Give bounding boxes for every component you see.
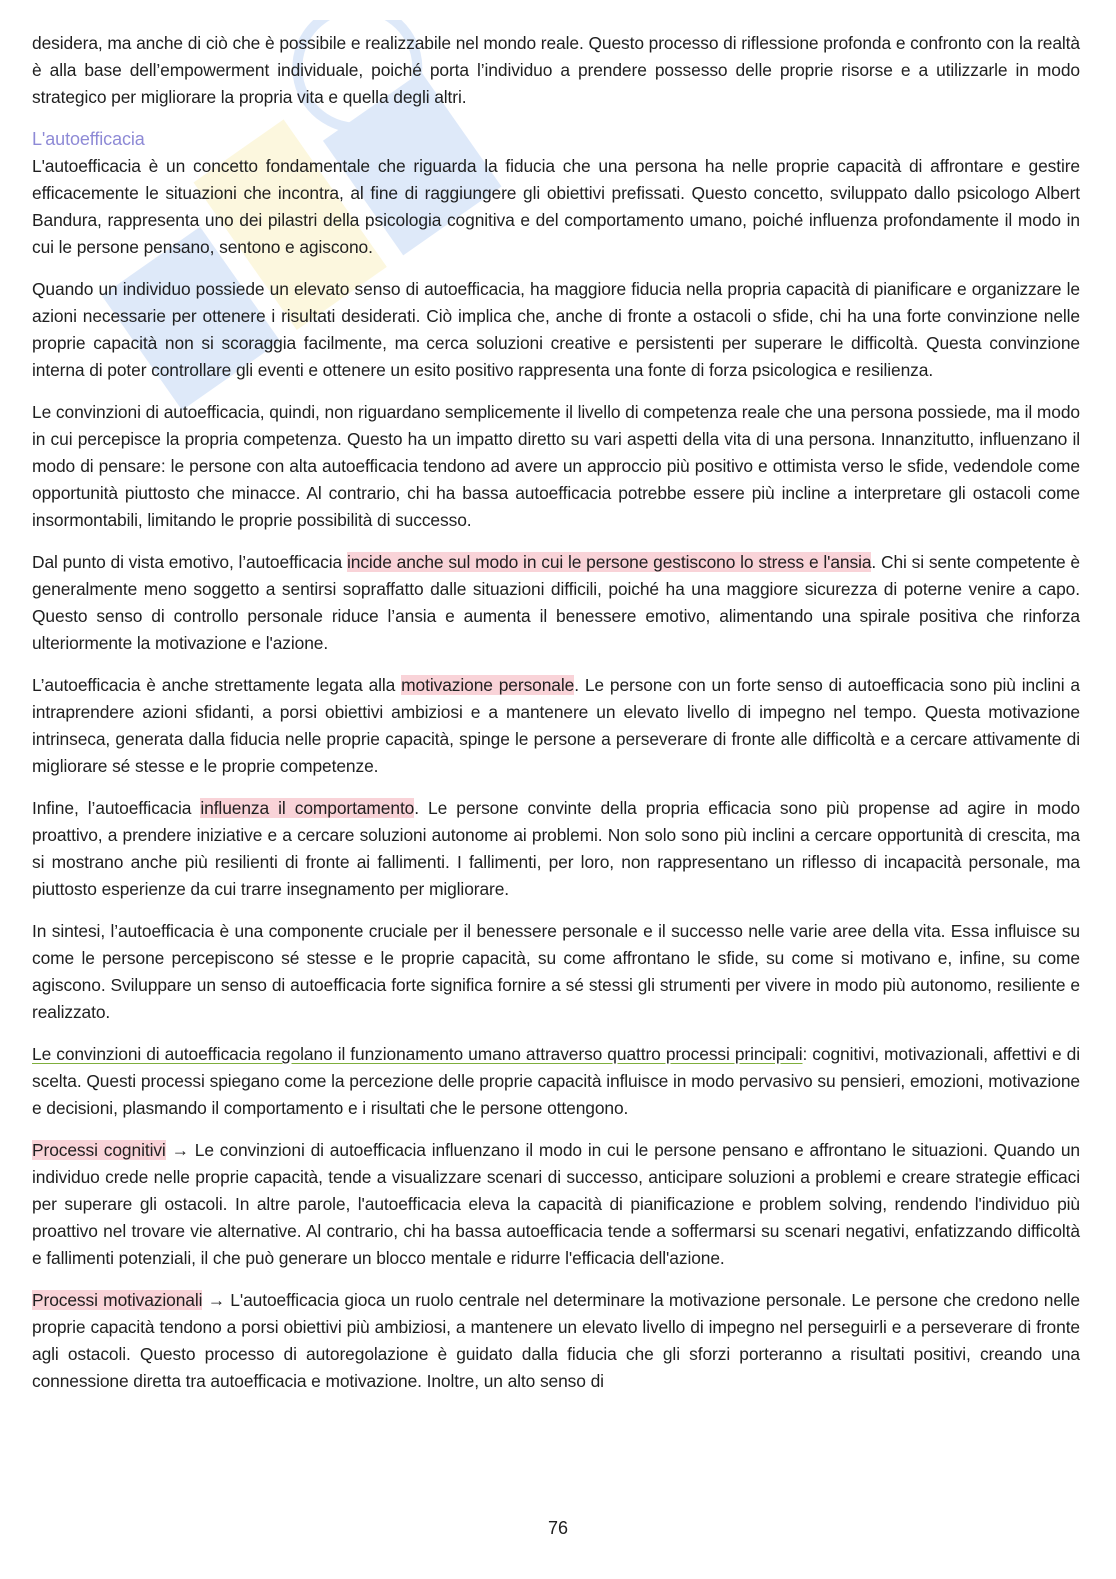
paragraph (32, 1287, 1080, 1395)
highlighted-text: incide anche sul modo in cui le persone gestiscono lo stress e l'ansia (346, 552, 872, 572)
paragraph (32, 549, 1080, 657)
text-run: . Le persone convinte della propria efficacia sono più propense ad agire in modo proattivo, a prendere iniziative e a cercare soluzioni autonome ai problemi. Non solo sono più inclini a cercare opportunità di crescita, ma si mostrano anche più resilienti di fronte ai fallimenti. I fallimenti, per loro, non rappresentano un riflesso di incapacità personale, ma piuttosto esperienze da cui trarre insegnamento per migliorare. (32, 798, 1080, 899)
text-run: L’autoefficacia è anche strettamente legata alla (32, 675, 402, 695)
paragraph: L'autoefficacia è un concetto fondamentale che riguarda la fiducia che una persona ha nelle proprie capacità di affrontare e gestire efficacemente le situazioni che incontra, al fine di raggiungere gli obiettivi prefissati. Questo concetto, sviluppato dallo psicologo Albert Bandura, rappresenta uno dei pilastri della psicologia cognitiva e del comportamento umano, poiché influenza profondamente il modo in cui le persone pensano, sentono e agiscono. (32, 156, 1080, 257)
paragraph: Quando un individuo possiede un elevato senso di autoefficacia, ha maggiore fiducia nella propria capacità di pianificare e organizzare le azioni necessarie per ottenere i risultati desiderati. Ciò implica che, anche di fronte a ostacoli o sfide, chi ha una forte convinzione nelle proprie capacità non si scoraggia facilmente, ma cerca soluzioni creative e persistenti per superare le difficoltà. Questa convinzione interna di poter controllare gli eventi e ottenere un esito positivo rappresenta una fonte di forza psicologica e resilienza. (32, 279, 1080, 380)
text-run: → Le convinzioni di autoefficacia influenzano il modo in cui le persone pensano e affrontano le situazioni. Quando un individuo crede nelle proprie capacità, tende a visualizzare scenari di successo, anticipare soluzioni a problemi e creare strategie efficaci per superare gli ostacoli. In altre parole, l'autoefficacia eleva la capacità di pianificazione e problem solving, rendendo l'individuo più proattivo nel trovare vie alternative. Al contrario, chi ha bassa autoefficacia tende a soffermarsi su scenari negativi, enfatizzando difficoltà e fallimenti potenziali, il che può generare un blocco mentale e ridurre l'efficacia dell'azione. (32, 1140, 1080, 1268)
text-run: . Chi si sente competente è generalmente meno soggetto a sentirsi sopraffatto dalle situazioni difficili, poiché ha una maggiore sicurezza di poterne venire a capo. Questo senso di controllo personale riduce l’ansia e aumenta il benessere emotivo, alimentando una spirale positiva che rinforza ulteriormente la motivazione e l'azione. (32, 552, 1080, 653)
paragraph (32, 672, 1080, 780)
text-run: → L'autoefficacia gioca un ruolo centrale nel determinare la motivazione personale. Le persone che credono nelle proprie capacità tendono a porsi obiettivi più ambiziosi, a mantenere un elevato livello di impegno nel perseguirli e a perseverare di fronte agli ostacoli. Questo processo di autoregolazione è guidato dalla fiducia che gli sforzi porteranno a risultati positivi, creando una connessione diretta tra autoefficacia e motivazione. Inoltre, un alto senso di (32, 1290, 1080, 1391)
paragraph: desidera, ma anche di ciò che è possibile e realizzabile nel mondo reale. Questo processo di riflessione profonda e confronto con la realtà è alla base dell’empowerment individuale, poiché porta l’individuo a prendere possesso delle proprie risorse e a utilizzarle in modo strategico per migliorare la propria vita e quella degli altri. (32, 33, 1080, 107)
paragraph (32, 1137, 1080, 1272)
underlined-text: Le convinzioni di autoefficacia regolano il funzionamento umano attraverso quattro processi principali (32, 1044, 803, 1064)
page-number: 76 (547, 1518, 569, 1538)
paragraph: In sintesi, l’autoefficacia è una componente cruciale per il benessere personale e il successo nelle varie aree della vita. Essa influisce su come le persone percepiscono sé stesse e le proprie capacità, su come affrontano le sfide, su come si motivano e, infine, su come agiscono. Sviluppare un senso di autoefficacia forte significa fornire a sé stessi gli strumenti per vivere in modo più autonomo, resiliente e realizzato. (32, 921, 1080, 1022)
paragraph (32, 1041, 1080, 1122)
highlighted-text: motivazione personale (401, 675, 575, 695)
text-run: . Le persone con un forte senso di autoefficacia sono più inclini a intraprendere azioni sfidanti, a porsi obiettivi ambiziosi e a mantenere un elevato livello di impegno nel tempo. Questa motivazione intrinseca, generata dalla fiducia nelle proprie capacità, spinge le persone a perseverare di fronte alle difficoltà e a cercare attivamente di migliorare sé stesse e le proprie competenze. (32, 675, 1080, 776)
highlighted-text: Processi motivazionali (32, 1290, 203, 1310)
highlighted-text: influenza il comportamento (200, 798, 415, 818)
highlighted-text: Processi cognitivi (32, 1140, 166, 1160)
paragraph (32, 795, 1080, 903)
text-run: Infine, l’autoefficacia (32, 798, 201, 818)
section-heading: L'autoefficacia (32, 129, 145, 149)
paragraph: Le convinzioni di autoefficacia, quindi, non riguardano semplicemente il livello di competenza reale che una persona possiede, ma il modo in cui percepisce la propria competenza. Questo ha un impatto diretto su vari aspetti della vita di una persona. Innanzitutto, influenzano il modo di pensare: le persone con alta autoefficacia tendono ad avere un approccio più positivo e ottimista verso le sfide, vedendole come opportunità piuttosto che minacce. Al contrario, chi ha bassa autoefficacia potrebbe essere più incline a interpretare gli ostacoli come insormontabili, limitando le proprie possibilità di successo. (32, 402, 1080, 530)
text-run: : cognitivi, motivazionali, affettivi e di scelta. Questi processi spiegano come la percezione delle proprie capacità influisce in modo pervasivo su pensieri, emozioni, motivazione e decisioni, plasmando il comportamento e i risultati che le persone ottengono. (32, 1044, 1081, 1118)
document-page (32, 30, 1080, 1410)
text-run: Dal punto di vista emotivo, l’autoefficacia (32, 552, 347, 572)
